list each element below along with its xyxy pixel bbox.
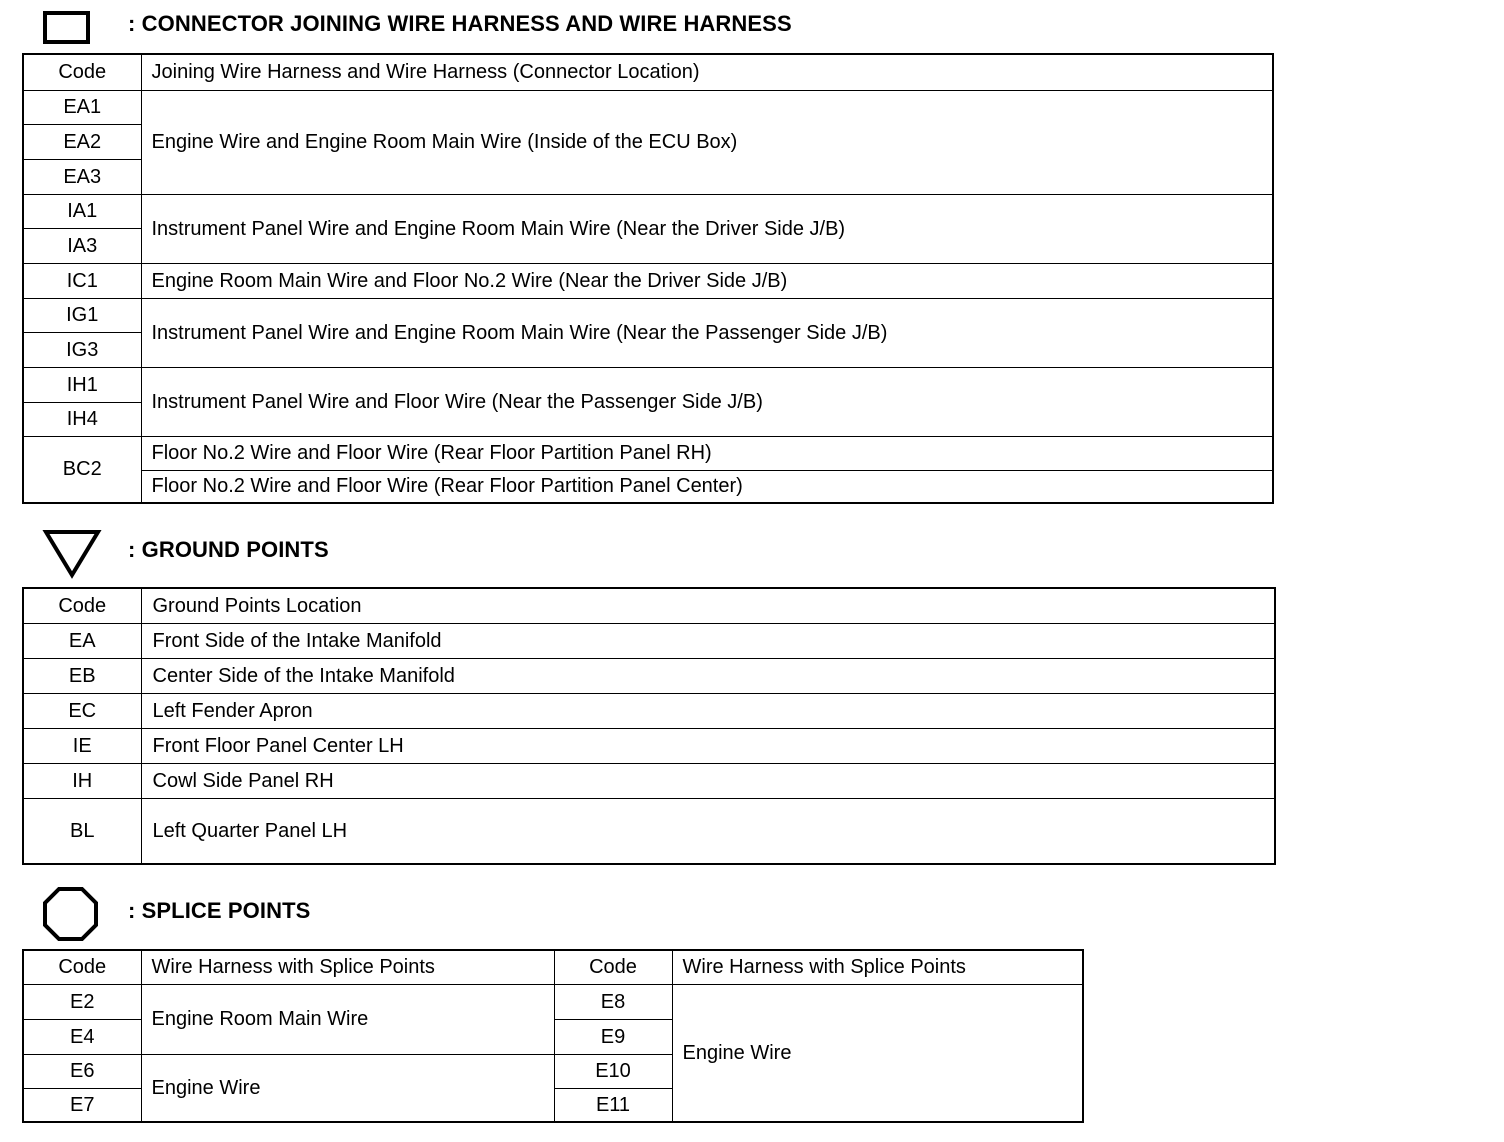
table-row [23,298,1273,332]
desc-cell: Floor No.2 Wire and Floor Wire (Rear Floor Partition Panel Center) [141,470,1273,503]
desc-cell: Cowl Side Panel RH [141,763,1275,798]
column-header-desc: Joining Wire Harness and Wire Harness (Connector Location) [141,54,1273,90]
connector-section-title: : CONNECTOR JOINING WIRE HARNESS AND WIRE HARNESS [128,11,792,36]
table-row [23,436,1273,470]
column-header-code: Code [23,950,141,984]
code-cell: EB [23,658,141,693]
table-header-row [23,588,1275,623]
desc-cell: Floor No.2 Wire and Floor Wire (Rear Floor Partition Panel RH) [141,436,1273,470]
code-cell: E2 [23,984,141,1019]
desc-cell: Engine Room Main Wire and Floor No.2 Wire (Near the Driver Side J/B) [141,263,1273,298]
desc-cell: Engine Wire [141,1054,554,1122]
column-header-code: Code [23,588,141,623]
code-cell: EC [23,693,141,728]
code-cell: EA2 [23,124,141,159]
table-row [23,367,1273,402]
desc-cell: Front Floor Panel Center LH [141,728,1275,763]
octagon-icon [42,886,100,942]
column-header-desc: Ground Points Location [141,588,1275,623]
table-row [23,623,1275,658]
table-row [23,658,1275,693]
code-cell: E11 [554,1088,672,1122]
splice-section-title: : SPLICE POINTS [128,898,311,923]
triangle-down-icon [42,528,102,580]
code-cell: IH [23,763,141,798]
desc-cell: Instrument Panel Wire and Engine Room Main Wire (Near the Driver Side J/B) [141,194,1273,263]
code-cell: E4 [23,1019,141,1054]
table-row [23,194,1273,228]
table-header-row [23,950,1083,984]
column-header-code: Code [23,54,141,90]
rectangle-icon [42,8,92,46]
table-row [23,798,1275,864]
desc-cell: Engine Room Main Wire [141,984,554,1054]
table-row [23,470,1273,503]
code-cell: EA1 [23,90,141,124]
code-cell: IH4 [23,402,141,436]
code-cell: E6 [23,1054,141,1088]
table-row [23,693,1275,728]
code-cell: IC1 [23,263,141,298]
desc-cell: Center Side of the Intake Manifold [141,658,1275,693]
table-row [23,90,1273,124]
desc-cell: Engine Wire [672,984,1083,1122]
code-cell: IA1 [23,194,141,228]
code-cell: E8 [554,984,672,1019]
table-row [23,984,1083,1019]
code-cell: IE [23,728,141,763]
code-cell: IG3 [23,332,141,367]
ground-table [22,587,1276,865]
table-row [23,728,1275,763]
splice-table [22,949,1084,1123]
desc-cell: Left Quarter Panel LH [141,798,1275,864]
desc-cell: Front Side of the Intake Manifold [141,623,1275,658]
table-header-row [23,54,1273,90]
desc-cell: Engine Wire and Engine Room Main Wire (Inside of the ECU Box) [141,90,1273,194]
desc-cell: Instrument Panel Wire and Floor Wire (Near the Passenger Side J/B) [141,367,1273,436]
ground-section-title: : GROUND POINTS [128,537,329,562]
connector-table [22,53,1274,504]
table-row [23,263,1273,298]
desc-cell: Instrument Panel Wire and Engine Room Main Wire (Near the Passenger Side J/B) [141,298,1273,367]
code-cell: IH1 [23,367,141,402]
column-header-desc: Wire Harness with Splice Points [141,950,554,984]
code-cell: BC2 [23,436,141,503]
code-cell: IG1 [23,298,141,332]
code-cell: IA3 [23,228,141,263]
code-cell: EA [23,623,141,658]
column-header-code: Code [554,950,672,984]
code-cell: E10 [554,1054,672,1088]
column-header-desc: Wire Harness with Splice Points [672,950,1083,984]
code-cell: E7 [23,1088,141,1122]
code-cell: BL [23,798,141,864]
code-cell: E9 [554,1019,672,1054]
code-cell: EA3 [23,159,141,194]
table-row [23,763,1275,798]
desc-cell: Left Fender Apron [141,693,1275,728]
